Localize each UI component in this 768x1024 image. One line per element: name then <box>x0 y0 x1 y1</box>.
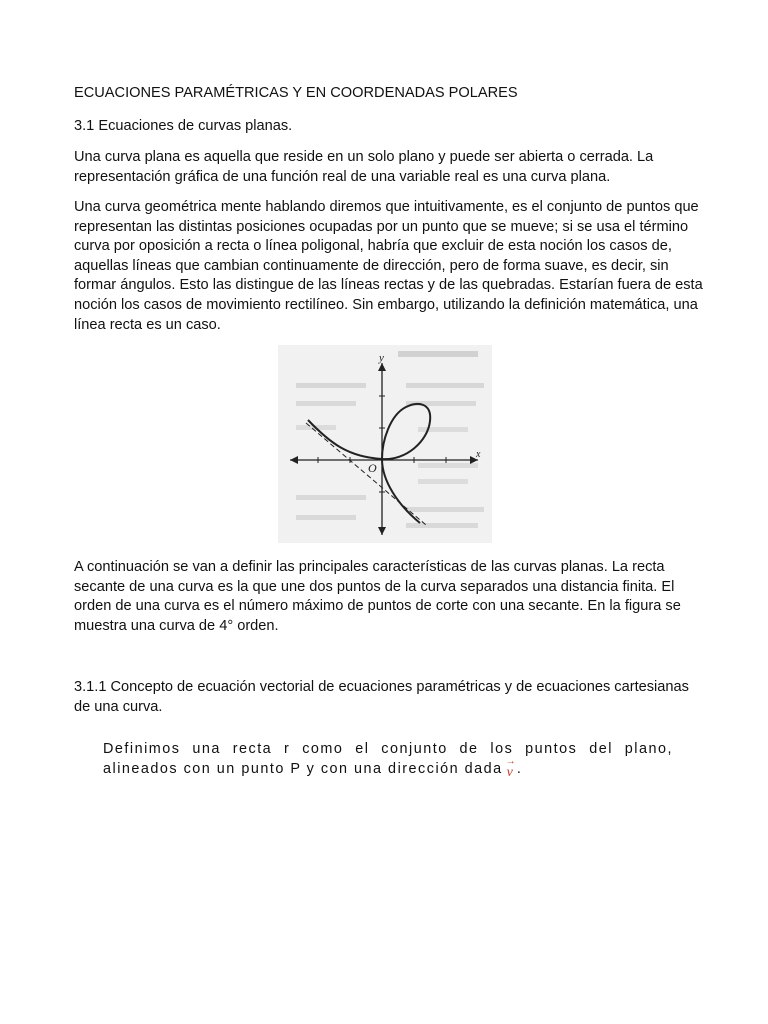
vector-v-symbol <box>505 756 516 783</box>
section-heading-3-1-1: 3.1.1 Concepto de ecuación vectorial de ecuaciones paramétricas y de ecuaciones cartesianas de una curva. <box>74 679 689 715</box>
figure-background <box>278 345 492 543</box>
paragraph-curva-plana: Una curva plana es aquella que reside en un solo plano y puede ser abierta o cerrada. La representación gráfica de una función real de una variable real es una curva plana. <box>74 149 654 185</box>
document-title: ECUACIONES PARAMÉTRICAS Y EN COORDENADAS POLARES <box>74 85 518 101</box>
curve-figure <box>278 345 492 543</box>
origin-label: O <box>368 461 377 475</box>
vector-arrow-icon: → <box>505 756 516 767</box>
paragraph-caracteristicas: A continuación se van a definir las principales características de las curvas planas. La recta secante de una curva es la que une dos puntos de la curva separados una distancia finita. El orden de una curva es el número máximo de puntos de corte con una secante. En la figura se muestra una curva de 4° orden. <box>74 559 681 634</box>
x-axis-label: x <box>476 449 481 460</box>
vector-letter: v <box>506 765 513 780</box>
definition-recta <box>103 739 673 780</box>
paragraph-curva-geometrica: Una curva geométrica mente hablando diremos que intuitivamente, es el conjunto de puntos que representan las distintas posiciones ocupadas por un punto que se mueve; si se usa el término curva por oposición a recta o línea poligonal, habría que excluir de esta noción los casos de, aquellas líneas que cambian continuamente de dirección, pero de forma suave, es decir, sin formar ángulos. Esto las distingue de las líneas rectas y de las quebradas. Estarían fuera de esta noción los casos de movimiento rectilíneo. Sin embargo, utilizando la definición matemática, una línea recta es un caso. <box>74 199 703 333</box>
section-heading-3-1: 3.1 Ecuaciones de curvas planas. <box>74 118 293 134</box>
definition-text: Definimos una recta r como el conjunto de los puntos del plano, alineados con un punto P y con una dirección dada <box>103 741 673 777</box>
definition-end: . <box>516 761 523 777</box>
y-axis-label: y <box>379 352 384 364</box>
